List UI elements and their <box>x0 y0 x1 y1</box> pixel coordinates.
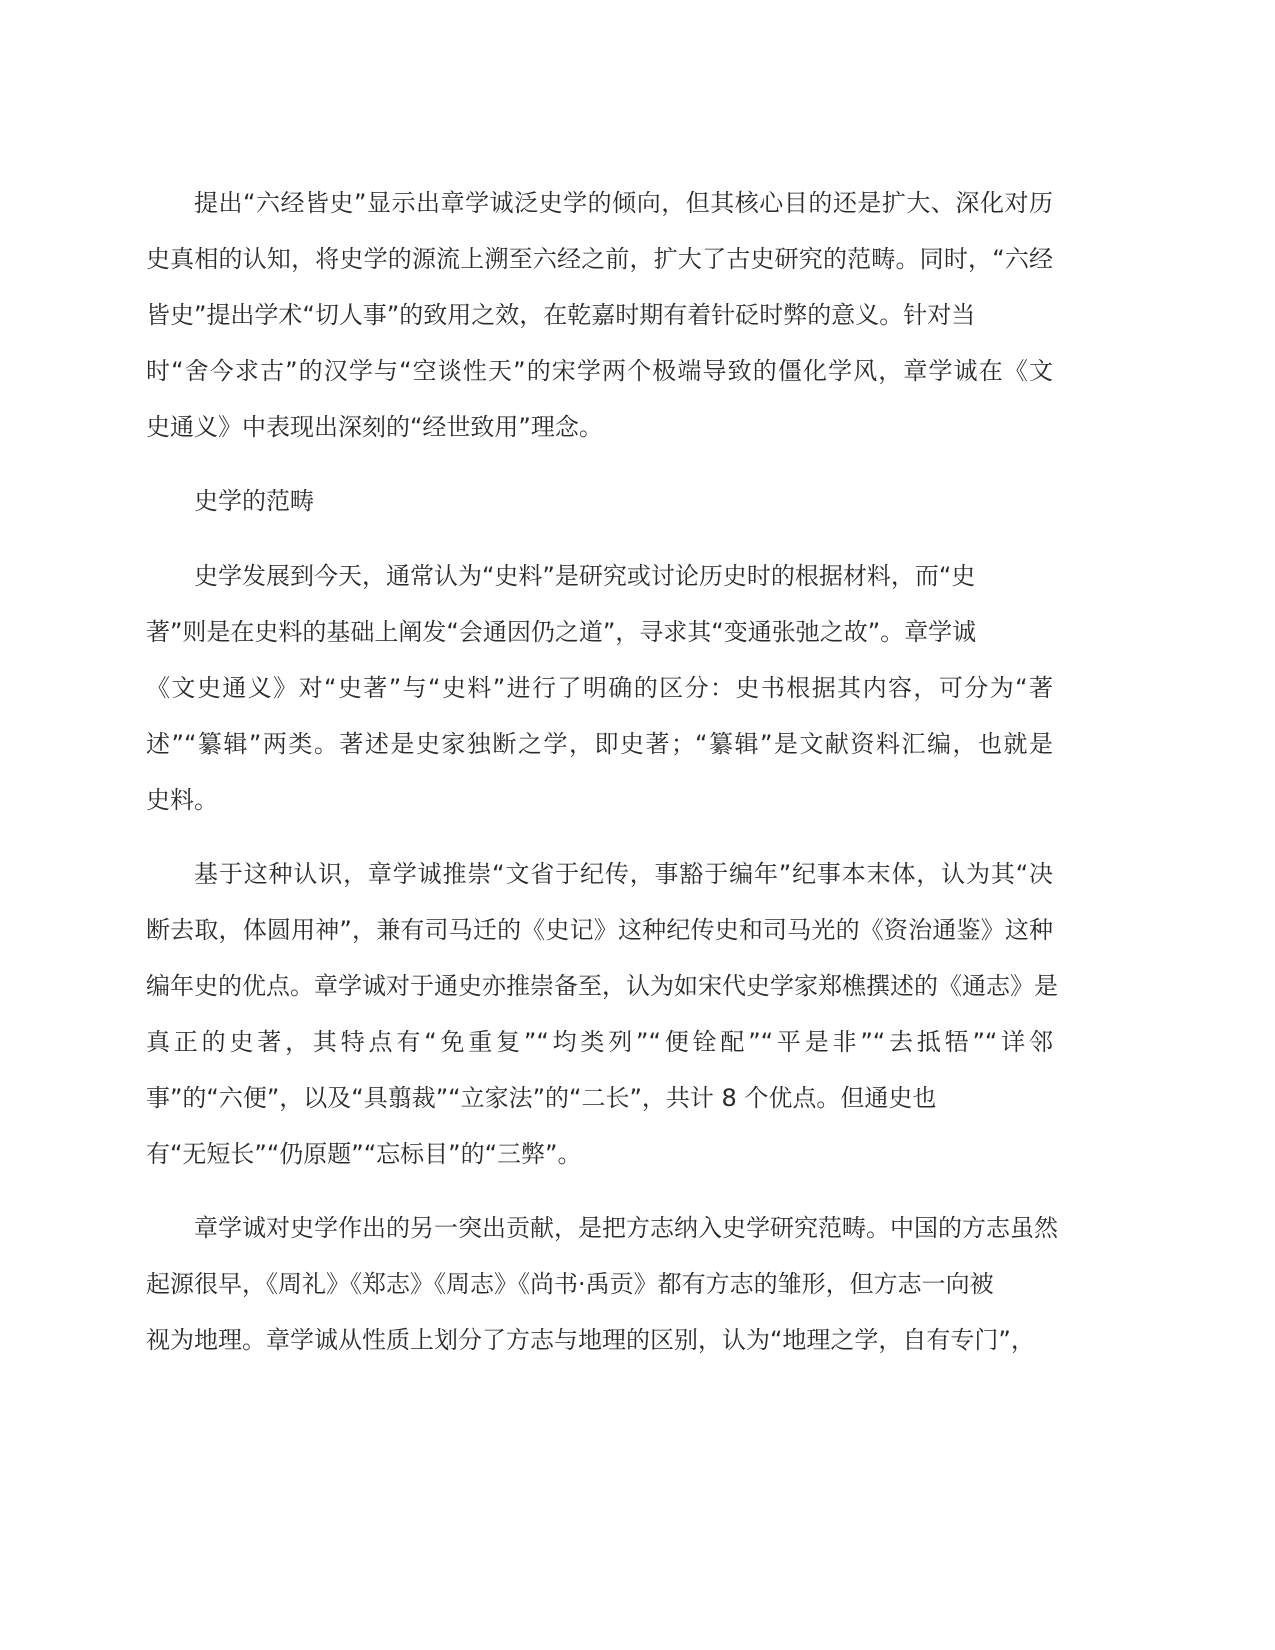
paragraph-3-line-2: 断去取，体圆用神”，兼有司马迁的《史记》这种纪传史和司马光的《资治通鉴》这种 <box>146 916 1053 944</box>
section-heading: 史学的范畴 <box>194 487 314 515</box>
paragraph-4-line-3: 视为地理。章学诚从性质上划分了方志与地理的区别，认为“地理之学，自有专门”， <box>146 1326 1035 1354</box>
paragraph-4-line-2: 起源很早，《周礼》《郑志》《周志》《尚书·禹贡》都有方志的雏形，但方志一向被 <box>146 1270 994 1298</box>
paragraph-3-line-4: 真正的史著，其特点有“免重复”“均类列”“便铨配”“平是非”“去抵牾”“详邻 <box>146 1028 1053 1056</box>
paragraph-2-line-2: 著”则是在史料的基础上阐发“会通因仍之道”，寻求其“变通张弛之故”。章学诚 <box>146 618 977 646</box>
paragraph-4-line-1: 章学诚对史学作出的另一突出贡献，是把方志纳入史学研究范畴。中国的方志虽然 <box>194 1214 1058 1242</box>
paragraph-1-line-3: 皆史”提出学术“切人事”的致用之效，在乾嘉时期有着针砭时弊的意义。针对当 <box>146 301 976 329</box>
paragraph-1-line-1: 提出“六经皆史”显示出章学诚泛史学的倾向，但其核心目的还是扩大、深化对历 <box>194 189 1053 217</box>
paragraph-3-line-3: 编年史的优点。章学诚对于通史亦推崇备至，认为如宋代史学家郑樵撰述的《通志》是 <box>146 972 1058 1000</box>
paragraph-1-line-5: 史通义》中表现出深刻的“经世致用”理念。 <box>146 413 603 441</box>
paragraph-2-line-3: 《文史通义》对“史著”与“史料”进行了明确的区分：史书根据其内容，可分为“著 <box>146 674 1053 702</box>
paragraph-3-line-6: 有“无短长”“仍原题”“忘标目”的“三弊”。 <box>146 1140 582 1168</box>
paragraph-2-line-5: 史料。 <box>146 786 218 814</box>
paragraph-3-line-1: 基于这种认识，章学诚推崇“文省于纪传，事豁于编年”纪事本末体，认为其“决 <box>194 860 1053 888</box>
paragraph-2-line-4: 述”“纂辑”两类。著述是史家独断之学，即史著；“纂辑”是文献资料汇编，也就是 <box>146 730 1053 758</box>
paragraph-3-line-5: 事”的“六便”，以及“具翦裁”“立家法”的“二长”，共计 8 个优点。但通史也 <box>146 1084 937 1112</box>
paragraph-1-line-4: 时“舍今求古”的汉学与“空谈性天”的宋学两个极端导致的僵化学风，章学诚在《文 <box>146 357 1053 385</box>
paragraph-1-line-2: 史真相的认知，将史学的源流上溯至六经之前，扩大了古史研究的范畴。同时，“六经 <box>146 245 1053 273</box>
paragraph-2-line-1: 史学发展到今天，通常认为“史料”是研究或讨论历史时的根据材料，而“史 <box>194 562 976 590</box>
